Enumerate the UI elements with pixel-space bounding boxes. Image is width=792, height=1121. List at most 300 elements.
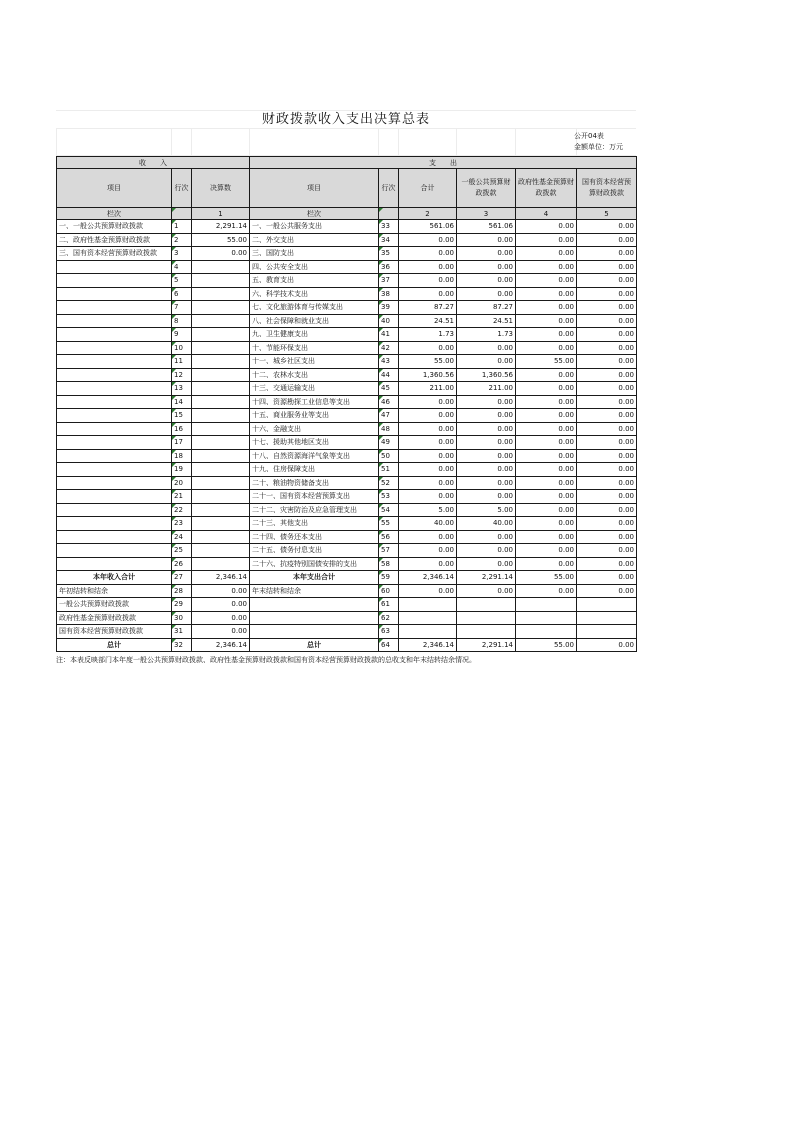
expense-row-no: 38 [379, 287, 399, 301]
expense-row-no: 62 [379, 611, 399, 625]
income-item [57, 260, 172, 274]
gov-fund-amount: 0.00 [516, 274, 577, 288]
state-capital-header: 国有资本经营预算财政拨款 [577, 169, 637, 208]
state-capital-amount: 0.00 [577, 395, 637, 409]
income-row-no: 27 [172, 571, 192, 585]
state-capital-amount: 0.00 [577, 314, 637, 328]
expense-row-no: 41 [379, 328, 399, 342]
income-item [57, 503, 172, 517]
gov-fund-amount [516, 625, 577, 639]
gov-fund-amount: 0.00 [516, 328, 577, 342]
expense-item: 九、卫生健康支出 [250, 328, 379, 342]
expense-row-no: 60 [379, 584, 399, 598]
gov-fund-amount: 0.00 [516, 544, 577, 558]
expense-item: 一、一般公共服务支出 [250, 220, 379, 234]
income-row-no: 17 [172, 436, 192, 450]
income-item: 三、国有资本经营预算财政拨款 [57, 247, 172, 261]
general-budget-amount: 0.00 [457, 490, 516, 504]
general-budget-amount: 2,291.14 [457, 571, 516, 585]
income-row-no: 23 [172, 517, 192, 531]
gov-fund-amount: 0.00 [516, 220, 577, 234]
gov-fund-amount: 0.00 [516, 463, 577, 477]
income-amount [192, 544, 250, 558]
column-no-3: 3 [457, 208, 516, 220]
income-row-no: 26 [172, 557, 192, 571]
income-row-no: 9 [172, 328, 192, 342]
table-row [57, 368, 637, 382]
income-item [57, 287, 172, 301]
general-budget-amount: 1.73 [457, 328, 516, 342]
income-row-no: 13 [172, 382, 192, 396]
gov-fund-amount: 0.00 [516, 436, 577, 450]
gov-fund-amount: 0.00 [516, 422, 577, 436]
income-row-no: 28 [172, 584, 192, 598]
table-row [57, 422, 637, 436]
income-amount [192, 517, 250, 531]
table-row [57, 490, 637, 504]
income-amount: 55.00 [192, 233, 250, 247]
income-item [57, 355, 172, 369]
expense-total: 0.00 [399, 490, 457, 504]
general-budget-amount: 0.00 [457, 233, 516, 247]
income-amount [192, 328, 250, 342]
income-row-no: 5 [172, 274, 192, 288]
form-code: 公开04表 [574, 132, 604, 140]
general-budget-amount: 0.00 [457, 395, 516, 409]
general-budget-amount: 5.00 [457, 503, 516, 517]
expense-item: 八、社会保障和就业支出 [250, 314, 379, 328]
general-budget-amount: 0.00 [457, 449, 516, 463]
expense-total: 2,346.14 [399, 571, 457, 585]
expense-row-no: 49 [379, 436, 399, 450]
income-item [57, 328, 172, 342]
expense-row-no: 59 [379, 571, 399, 585]
expense-total: 40.00 [399, 517, 457, 531]
general-budget-amount: 0.00 [457, 355, 516, 369]
income-row-no: 18 [172, 449, 192, 463]
gov-fund-amount: 55.00 [516, 571, 577, 585]
expense-item: 十七、援助其他地区支出 [250, 436, 379, 450]
expense-section-header: 支 出 [250, 157, 637, 169]
state-capital-amount: 0.00 [577, 341, 637, 355]
income-item [57, 436, 172, 450]
table-row [57, 220, 637, 234]
expense-item: 五、教育支出 [250, 274, 379, 288]
gov-fund-amount: 0.00 [516, 449, 577, 463]
column-no-label-income: 栏次 [57, 208, 172, 220]
general-budget-amount: 0.00 [457, 530, 516, 544]
state-capital-amount: 0.00 [577, 422, 637, 436]
expense-total: 0.00 [399, 449, 457, 463]
income-amount [192, 449, 250, 463]
state-capital-amount: 0.00 [577, 247, 637, 261]
column-no-blank [172, 208, 192, 220]
total-header: 合计 [399, 169, 457, 208]
expense-item [250, 625, 379, 639]
expense-total [399, 598, 457, 612]
general-budget-amount: 40.00 [457, 517, 516, 531]
carry-over-row [57, 584, 637, 598]
expense-item: 四、公共安全支出 [250, 260, 379, 274]
income-item [57, 395, 172, 409]
column-no-4: 4 [516, 208, 577, 220]
table-row [57, 517, 637, 531]
income-item [57, 449, 172, 463]
general-budget-amount [457, 625, 516, 639]
table-row [57, 274, 637, 288]
expense-item: 十八、自然资源海洋气象等支出 [250, 449, 379, 463]
expense-total: 0.00 [399, 557, 457, 571]
income-row-no: 10 [172, 341, 192, 355]
income-row-no-header: 行次 [172, 169, 192, 208]
gov-fund-amount [516, 598, 577, 612]
general-budget-amount: 0.00 [457, 287, 516, 301]
income-item: 国有资本经营预算财政拨款 [57, 625, 172, 639]
expense-total: 0.00 [399, 395, 457, 409]
table-row [57, 233, 637, 247]
fiscal-appropriation-table [56, 156, 637, 652]
expense-total: 55.00 [399, 355, 457, 369]
gov-fund-amount: 0.00 [516, 382, 577, 396]
income-row-no: 16 [172, 422, 192, 436]
table-row [57, 476, 637, 490]
income-item [57, 463, 172, 477]
column-number-row [57, 208, 637, 220]
expense-row-no: 33 [379, 220, 399, 234]
expense-item: 七、文化旅游体育与传媒支出 [250, 301, 379, 315]
expense-total: 0.00 [399, 544, 457, 558]
expense-row-no: 34 [379, 233, 399, 247]
state-capital-amount: 0.00 [577, 274, 637, 288]
expense-row-no: 64 [379, 638, 399, 652]
expense-item: 二十四、债务还本支出 [250, 530, 379, 544]
income-item: 一般公共预算财政拨款 [57, 598, 172, 612]
expense-item: 六、科学技术支出 [250, 287, 379, 301]
column-header-row [57, 169, 637, 208]
state-capital-amount: 0.00 [577, 571, 637, 585]
state-capital-amount: 0.00 [577, 328, 637, 342]
gov-fund-amount: 0.00 [516, 341, 577, 355]
income-item: 一、一般公共预算财政拨款 [57, 220, 172, 234]
income-item: 二、政府性基金预算财政拨款 [57, 233, 172, 247]
state-capital-amount: 0.00 [577, 233, 637, 247]
expense-total: 0.00 [399, 422, 457, 436]
gov-fund-amount: 0.00 [516, 503, 577, 517]
table-row [57, 382, 637, 396]
table-row [57, 395, 637, 409]
expense-total: 0.00 [399, 341, 457, 355]
general-budget-amount: 0.00 [457, 409, 516, 423]
general-budget-amount: 1,360.56 [457, 368, 516, 382]
expense-item-header: 项目 [250, 169, 379, 208]
state-capital-amount: 0.00 [577, 463, 637, 477]
state-capital-amount: 0.00 [577, 260, 637, 274]
expense-row-no: 58 [379, 557, 399, 571]
state-capital-amount: 0.00 [577, 530, 637, 544]
income-amount [192, 503, 250, 517]
general-budget-amount: 0.00 [457, 557, 516, 571]
column-no-2: 2 [399, 208, 457, 220]
gov-fund-amount: 0.00 [516, 247, 577, 261]
state-capital-amount: 0.00 [577, 544, 637, 558]
income-amount: 2,346.14 [192, 638, 250, 652]
gov-fund-amount: 0.00 [516, 517, 577, 531]
gov-fund-amount: 0.00 [516, 233, 577, 247]
state-capital-amount: 0.00 [577, 287, 637, 301]
state-capital-amount: 0.00 [577, 409, 637, 423]
grand-total-row [57, 638, 637, 652]
expense-total: 0.00 [399, 436, 457, 450]
table-row [57, 247, 637, 261]
expense-total: 0.00 [399, 409, 457, 423]
income-amount [192, 436, 250, 450]
expense-item: 二十六、抗疫特别国债安排的支出 [250, 557, 379, 571]
income-row-no: 6 [172, 287, 192, 301]
general-budget-amount: 2,291.14 [457, 638, 516, 652]
expense-item: 二十一、国有资本经营预算支出 [250, 490, 379, 504]
income-row-no: 22 [172, 503, 192, 517]
expense-total: 0.00 [399, 247, 457, 261]
expense-row-no: 36 [379, 260, 399, 274]
income-row-no: 20 [172, 476, 192, 490]
spreadsheet [56, 110, 636, 665]
income-item: 本年收入合计 [57, 571, 172, 585]
expense-total: 0.00 [399, 233, 457, 247]
income-row-no: 1 [172, 220, 192, 234]
income-item [57, 490, 172, 504]
expense-item: 本年支出合计 [250, 571, 379, 585]
income-amount: 2,291.14 [192, 220, 250, 234]
income-amount [192, 557, 250, 571]
column-no-label-expense: 栏次 [250, 208, 379, 220]
income-row-no: 32 [172, 638, 192, 652]
expense-item: 十、节能环保支出 [250, 341, 379, 355]
general-budget-amount: 24.51 [457, 314, 516, 328]
income-row-no: 8 [172, 314, 192, 328]
state-capital-amount: 0.00 [577, 490, 637, 504]
table-note: 注：本表反映部门本年度一般公共预算财政拨款、政府性基金预算财政拨款和国有资本经营预算财政拨款的总收支和年末结转结余情况。 [56, 656, 476, 664]
income-row-no: 25 [172, 544, 192, 558]
state-capital-amount: 0.00 [577, 557, 637, 571]
income-amount [192, 355, 250, 369]
expense-total: 87.27 [399, 301, 457, 315]
income-item: 总计 [57, 638, 172, 652]
general-budget-amount: 87.27 [457, 301, 516, 315]
gov-fund-amount: 0.00 [516, 557, 577, 571]
income-row-no: 15 [172, 409, 192, 423]
general-budget-amount: 211.00 [457, 382, 516, 396]
state-capital-amount: 0.00 [577, 476, 637, 490]
income-row-no: 14 [172, 395, 192, 409]
expense-row-no: 46 [379, 395, 399, 409]
table-row [57, 530, 637, 544]
expense-row-no: 48 [379, 422, 399, 436]
table-row [57, 449, 637, 463]
income-item: 政府性基金预算财政拨款 [57, 611, 172, 625]
column-no-5: 5 [577, 208, 637, 220]
expense-row-no: 52 [379, 476, 399, 490]
general-budget-amount: 561.06 [457, 220, 516, 234]
gov-fund-amount: 0.00 [516, 395, 577, 409]
income-row-no: 2 [172, 233, 192, 247]
general-budget-amount [457, 611, 516, 625]
gov-fund-amount: 0.00 [516, 287, 577, 301]
general-budget-amount: 0.00 [457, 422, 516, 436]
income-amount: 2,346.14 [192, 571, 250, 585]
expense-row-no: 51 [379, 463, 399, 477]
income-amount: 0.00 [192, 625, 250, 639]
table-row [57, 409, 637, 423]
income-item [57, 382, 172, 396]
expense-total: 0.00 [399, 476, 457, 490]
expense-total: 0.00 [399, 287, 457, 301]
income-amount: 0.00 [192, 598, 250, 612]
table-row [57, 260, 637, 274]
state-capital-amount [577, 598, 637, 612]
state-capital-amount: 0.00 [577, 368, 637, 382]
gov-fund-amount: 0.00 [516, 476, 577, 490]
income-item [57, 301, 172, 315]
gov-fund-amount: 55.00 [516, 638, 577, 652]
expense-item: 二、外交支出 [250, 233, 379, 247]
expense-row-no: 47 [379, 409, 399, 423]
general-budget-amount: 0.00 [457, 436, 516, 450]
income-item [57, 314, 172, 328]
state-capital-amount: 0.00 [577, 638, 637, 652]
income-amount [192, 409, 250, 423]
income-amount [192, 476, 250, 490]
general-budget-amount: 0.00 [457, 274, 516, 288]
gov-fund-amount: 0.00 [516, 260, 577, 274]
income-row-no: 7 [172, 301, 192, 315]
gov-fund-amount: 0.00 [516, 530, 577, 544]
income-item [57, 274, 172, 288]
table-row [57, 301, 637, 315]
state-capital-amount: 0.00 [577, 301, 637, 315]
income-amount [192, 341, 250, 355]
expense-row-no: 37 [379, 274, 399, 288]
expense-row-no: 35 [379, 247, 399, 261]
state-capital-amount [577, 625, 637, 639]
table-row [57, 557, 637, 571]
gov-fund-amount: 0.00 [516, 368, 577, 382]
expense-item [250, 611, 379, 625]
income-amount [192, 530, 250, 544]
income-amount [192, 395, 250, 409]
general-budget-amount: 0.00 [457, 341, 516, 355]
meta-row [56, 129, 636, 156]
carry-over-row [57, 598, 637, 612]
income-amount [192, 463, 250, 477]
income-item [57, 517, 172, 531]
expense-row-no: 44 [379, 368, 399, 382]
state-capital-amount: 0.00 [577, 584, 637, 598]
income-row-no: 11 [172, 355, 192, 369]
state-capital-amount: 0.00 [577, 436, 637, 450]
table-row [57, 463, 637, 477]
expense-total: 0.00 [399, 260, 457, 274]
income-amount [192, 382, 250, 396]
income-row-no: 21 [172, 490, 192, 504]
gov-fund-amount: 0.00 [516, 314, 577, 328]
state-capital-amount: 0.00 [577, 449, 637, 463]
income-item [57, 557, 172, 571]
income-row-no: 12 [172, 368, 192, 382]
final-amount-header: 决算数 [192, 169, 250, 208]
expense-item: 十五、商业服务业等支出 [250, 409, 379, 423]
column-no-blank [379, 208, 399, 220]
expense-row-no: 61 [379, 598, 399, 612]
general-budget-header: 一般公共预算财政拨款 [457, 169, 516, 208]
general-budget-amount: 0.00 [457, 544, 516, 558]
expense-row-no-header: 行次 [379, 169, 399, 208]
table-row [57, 544, 637, 558]
expense-item: 总计 [250, 638, 379, 652]
income-item [57, 544, 172, 558]
income-amount: 0.00 [192, 584, 250, 598]
income-item: 年初结转和结余 [57, 584, 172, 598]
expense-item: 二十二、灾害防治及应急管理支出 [250, 503, 379, 517]
amount-unit: 金额单位：万元 [574, 143, 623, 151]
gov-fund-header: 政府性基金预算财政拨款 [516, 169, 577, 208]
income-item [57, 341, 172, 355]
column-no-1: 1 [192, 208, 250, 220]
expense-item: 十四、资源勘探工业信息等支出 [250, 395, 379, 409]
carry-over-row [57, 625, 637, 639]
expense-total [399, 625, 457, 639]
general-budget-amount [457, 598, 516, 612]
expense-item: 十九、住房保障支出 [250, 463, 379, 477]
income-row-no: 24 [172, 530, 192, 544]
income-amount [192, 490, 250, 504]
income-row-no: 4 [172, 260, 192, 274]
expense-row-no: 42 [379, 341, 399, 355]
expense-total: 24.51 [399, 314, 457, 328]
expense-total: 0.00 [399, 274, 457, 288]
state-capital-amount: 0.00 [577, 503, 637, 517]
income-amount [192, 274, 250, 288]
expense-item: 十三、交通运输支出 [250, 382, 379, 396]
income-amount [192, 368, 250, 382]
general-budget-amount: 0.00 [457, 476, 516, 490]
income-amount: 0.00 [192, 611, 250, 625]
expense-item: 三、国防支出 [250, 247, 379, 261]
income-amount [192, 301, 250, 315]
income-item [57, 530, 172, 544]
expense-item: 二十五、债务付息支出 [250, 544, 379, 558]
gov-fund-amount: 0.00 [516, 301, 577, 315]
expense-row-no: 50 [379, 449, 399, 463]
table-row [57, 328, 637, 342]
expense-total: 0.00 [399, 584, 457, 598]
expense-row-no: 56 [379, 530, 399, 544]
income-row-no: 19 [172, 463, 192, 477]
year-total-row [57, 571, 637, 585]
gov-fund-amount: 0.00 [516, 490, 577, 504]
state-capital-amount: 0.00 [577, 355, 637, 369]
gov-fund-amount: 0.00 [516, 584, 577, 598]
state-capital-amount: 0.00 [577, 220, 637, 234]
income-row-no: 31 [172, 625, 192, 639]
state-capital-amount: 0.00 [577, 382, 637, 396]
gov-fund-amount: 55.00 [516, 355, 577, 369]
state-capital-amount [577, 611, 637, 625]
expense-row-no: 57 [379, 544, 399, 558]
expense-total: 0.00 [399, 463, 457, 477]
expense-total: 1.73 [399, 328, 457, 342]
income-item [57, 368, 172, 382]
table-row [57, 436, 637, 450]
